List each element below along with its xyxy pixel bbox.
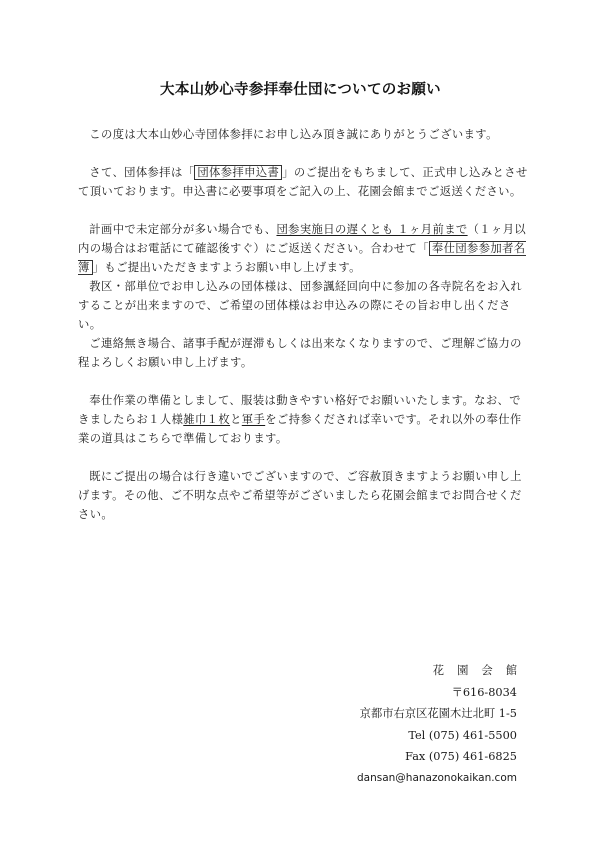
sender-name: 花園会館	[432, 664, 530, 677]
paragraph-deadline	[78, 220, 528, 277]
underlined-rag: 雑巾１枚	[183, 413, 231, 426]
paragraph-closing: 既にご提出の場合は行き違いでございますので、ご容赦頂きますようお願い申し上げます。その他、ご不明な点やご希望等がございましたら花園会館までお問合せください。	[78, 470, 522, 521]
boxed-term-participant-list: 奉仕団参参加者名簿	[78, 242, 526, 274]
text-segment: をご持参くだされば幸いです。それ以外の奉仕作業の道具はこちらで準備しております。	[78, 413, 522, 445]
sender-address: 京都市右京区花園木辻北町 1-5	[359, 707, 517, 720]
text-segment: 計画中で未定部分が多い場合でも、	[89, 223, 277, 236]
underlined-deadline: 団参実施日の遅くとも １ヶ月前まで	[276, 223, 468, 236]
sender-postal: 〒616-8034	[451, 685, 517, 699]
text-segment: と	[230, 413, 242, 426]
sender-email[interactable]: dansan@hanazonokaikan.com	[356, 771, 517, 784]
sender-block	[356, 660, 530, 789]
paragraph-work-preparation	[78, 391, 528, 448]
text-segment: 」もご提出いただきますようお願い申し上げます。	[92, 261, 361, 274]
document-title: 大本山妙心寺参拝奉仕団についてのお願い	[160, 81, 441, 98]
paragraph-no-contact: ご連絡無き場合、諸事手配が遅滞もしくは出来なくなりますので、ご理解ご協力の程よろしくお願い申し上げます。	[78, 337, 522, 369]
boxed-term-application-form: 団体参拝申込書	[194, 165, 282, 180]
sender-tel: Tel (075) 461-5500	[408, 728, 517, 742]
paragraph-thanks: この度は大本山妙心寺団体参拝にお申し込み頂き誠にありがとうございます。	[89, 128, 498, 141]
paragraph-application-form	[78, 163, 528, 201]
document-body	[78, 125, 528, 524]
text-segment: （１ヶ月以内の場合はお電話にて確認後すぐ）にご返送ください。合わせて「	[78, 223, 527, 255]
underlined-gloves: 軍手	[241, 413, 266, 426]
sender-fax: Fax (075) 461-6825	[405, 750, 517, 763]
text-segment: 奉仕作業の準備としまして、服装は動きやすい格好でお願いいたします。なお、できましたらお１人様	[78, 394, 521, 426]
text-segment: 」のご提出をもちまして、正式申し込みとさせて頂いております。申込書に必要事項をご記入の上、花園会館までご返送ください。	[78, 166, 528, 198]
paragraph-temple-names: 教区・部単位でお申し込みの団体様は、団参諷経回向中に参加の各寺院名をお入れすることが出来ますので、ご希望の団体様はお申込みの際にその旨お申し出ください。	[78, 280, 523, 331]
text-segment: さて、団体参拝は「	[89, 166, 195, 179]
